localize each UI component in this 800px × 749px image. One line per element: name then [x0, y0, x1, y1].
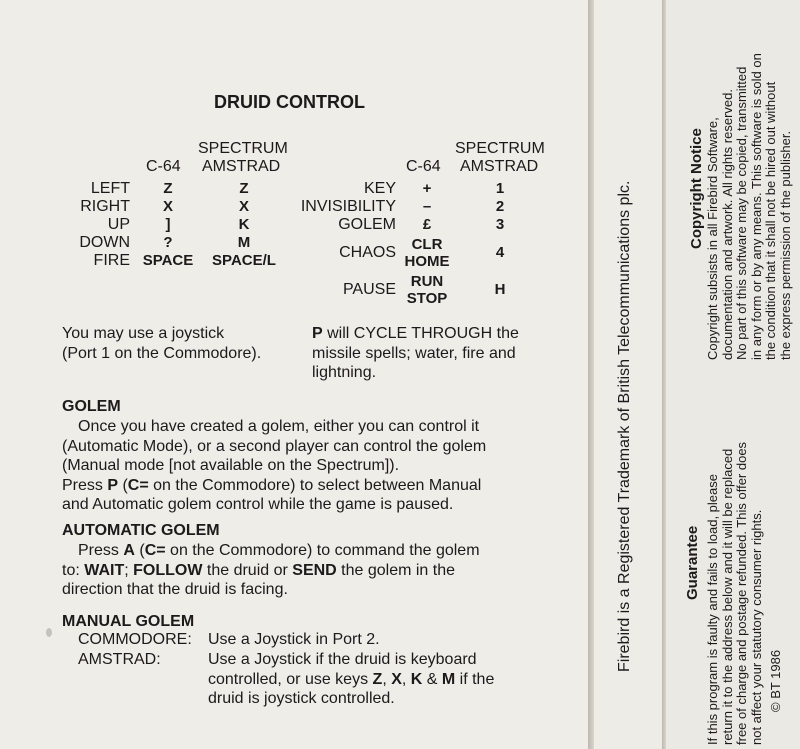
header-spectrum-left: SPECTRUM	[198, 140, 288, 157]
manual-golem-amstrad-label: AMSTRAD:	[78, 651, 161, 668]
c64-key: ]	[165, 216, 171, 233]
c64-key: STOP	[406, 290, 448, 307]
spectrum-key: H	[494, 281, 506, 298]
golem-heading: GOLEM	[62, 398, 121, 415]
c64-key: SPACE	[142, 252, 194, 269]
c64-key: ?	[163, 234, 173, 251]
action-label: KEY	[363, 180, 396, 197]
header-amstrad-left: AMSTRAD	[202, 158, 281, 175]
guarantee-title: Guarantee	[684, 525, 701, 600]
c64-key: £	[422, 216, 432, 233]
spectrum-key: M	[237, 234, 251, 251]
spectrum-key: Z	[239, 180, 249, 197]
spectrum-key: K	[238, 216, 250, 233]
manual-golem-heading: MANUAL GOLEM	[62, 613, 195, 630]
golem-paragraph: Once you have created a golem, either you can control it (Automatic Mode), or a second player can control the golem (Manual mode [not available on the Spectrum]). Press P (C= on the Commodore) to select between Manual and Automatic golem control while the game is paused.	[62, 418, 487, 513]
action-label: FIRE	[93, 252, 130, 269]
header-amstrad-right: AMSTRAD	[460, 158, 539, 175]
copyright-body: Copyright subsists in all Firebird Software, documentation and artwork. All rights reserved. No part of this software may be copied, transmitted in any form or by any means. This software is sold on the condition that it shall not be hired out without the express permission of the publisher.	[705, 53, 793, 360]
c64-key: X	[162, 198, 173, 215]
action-label: CHAOS	[339, 244, 396, 261]
copyright-title: Copyright Notice	[688, 128, 705, 249]
joystick-note: You may use a joystick (Port 1 on the Commodore).	[62, 325, 262, 362]
trademark-notice: Firebird is a Registered Trademark of British Telecommunications plc.	[616, 180, 633, 672]
c64-key: CLR	[411, 236, 443, 253]
header-c64-left: C-64	[146, 158, 181, 175]
c64-key: HOME	[404, 253, 450, 270]
c64-key: –	[422, 198, 432, 215]
spectrum-key: SPACE/L	[212, 252, 276, 269]
c64-key: +	[422, 180, 432, 197]
spectrum-key: X	[238, 198, 249, 215]
header-spectrum-right: SPECTRUM	[455, 140, 545, 157]
guarantee-body: If this program is faulty and fails to load, please return it to the address below and it will be replaced free of charge and postage refunded. This offer does not affect your statutory consumer rights.	[705, 441, 764, 745]
c64-key: RUN	[410, 273, 444, 290]
spectrum-key: 4	[495, 244, 505, 261]
action-label: RIGHT	[80, 198, 130, 215]
spectrum-key: 3	[495, 216, 505, 233]
manual-golem-commodore-label: COMMODORE:	[78, 631, 192, 648]
action-label: LEFT	[90, 180, 130, 197]
copyright-bt-mark: © BT 1986	[768, 649, 783, 712]
action-label: DOWN	[79, 234, 130, 251]
smudge-mark	[46, 628, 52, 637]
automatic-golem-paragraph: Press A (C= on the Commodore) to command the golem to: WAIT; FOLLOW the druid or SEND the golem in the direction that the druid is facing.	[62, 542, 480, 598]
manual-golem-amstrad-text: Use a Joystick if the druid is keyboard controlled, or use keys Z, X, K & M if the druid is joystick controlled.	[208, 651, 495, 707]
automatic-golem-heading: AUTOMATIC GOLEM	[62, 522, 220, 539]
spectrum-key: 1	[495, 180, 505, 197]
c64-key: Z	[163, 180, 173, 197]
action-label: PAUSE	[342, 281, 396, 298]
manual-golem-commodore-text: Use a Joystick in Port 2.	[208, 631, 380, 648]
header-c64-right: C-64	[406, 158, 441, 175]
page-title: DRUID CONTROL	[214, 92, 365, 112]
action-label: UP	[107, 216, 130, 233]
action-label: INVISIBILITY	[300, 198, 396, 215]
action-label: GOLEM	[338, 216, 396, 233]
cycle-note: P will CYCLE THROUGH the missile spells; water, fire and lightning.	[312, 325, 519, 381]
spectrum-key: 2	[495, 198, 505, 215]
